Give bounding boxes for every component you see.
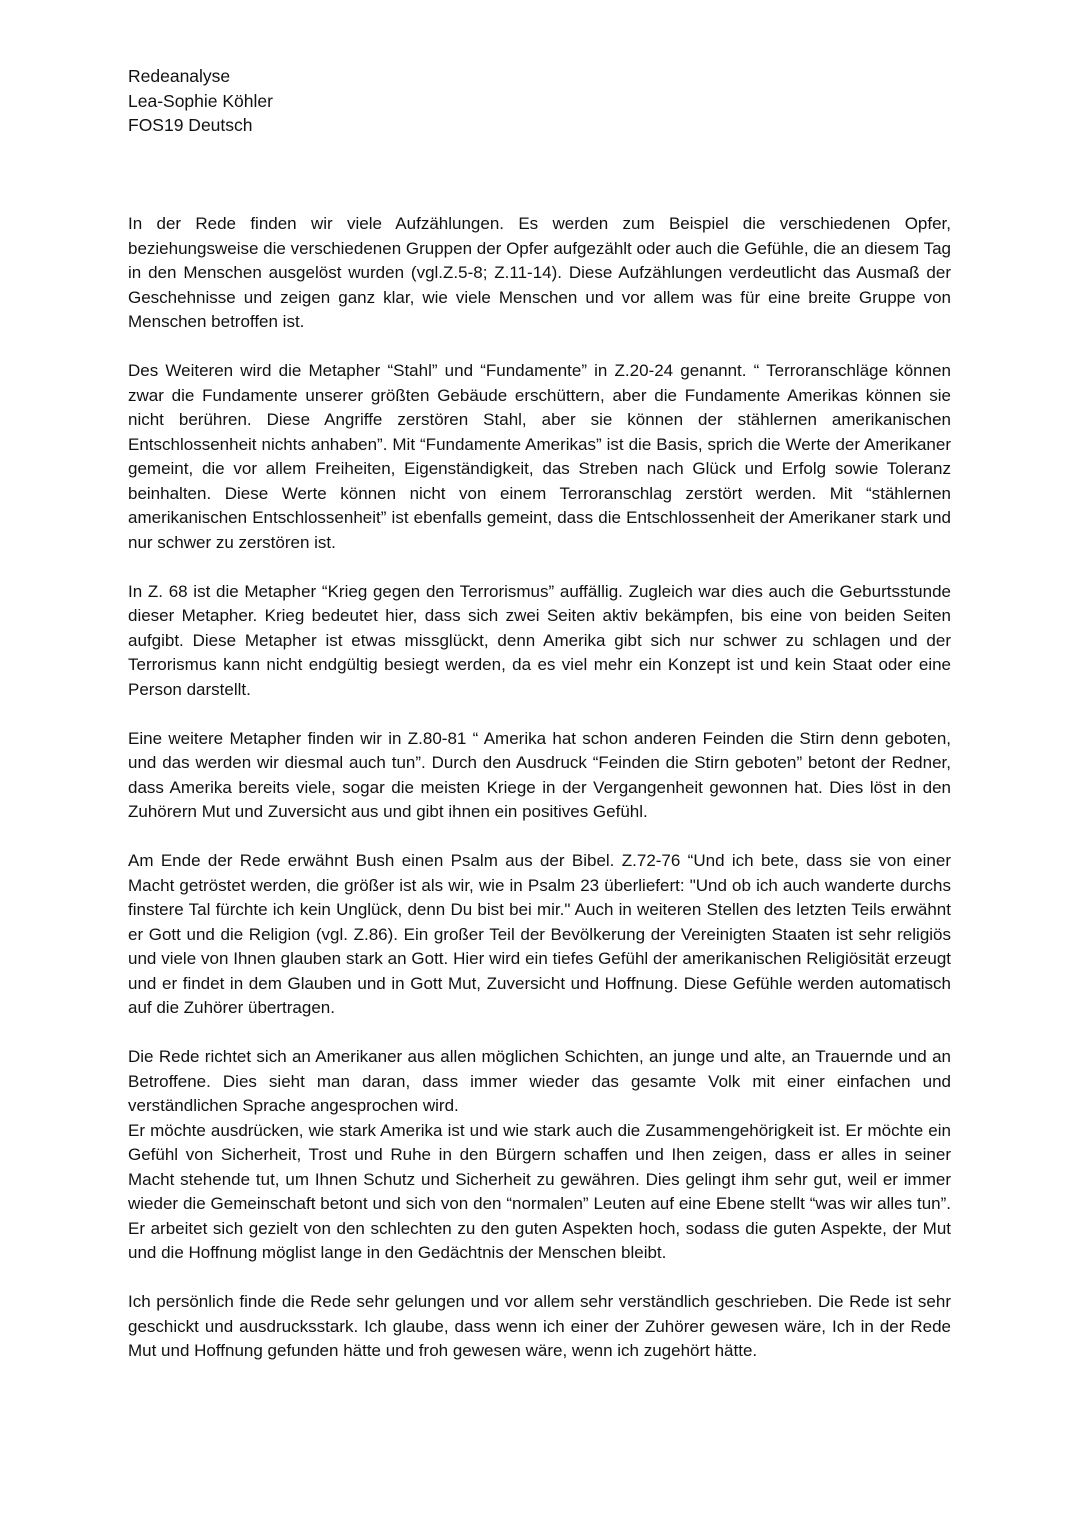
paragraph-conclusion: Ich persönlich finde die Rede sehr gelungen und vor allem sehr verständlich geschrieben. Die Rede ist sehr geschickt und ausdrucksstark. Ich glaube, dass wenn ich einer der Zuhörer gewesen wäre, Ich in der Rede Mut und Hoffnung gefunden hätte und froh gewesen wäre, wenn ich zugehört hätte. <box>128 1292 951 1360</box>
paragraph-metaphor-enemies: Eine weitere Metapher finden wir in Z.80-81 “ Amerika hat schon anderen Feinden die Stirn denn geboten, und das werden wir diesmal auch tun”. Durch den Ausdruck “Feinden die Stirn geboten” betont der Redner, dass Amerika bereits viele, sogar die meisten Kriege in der Vergangenheit gewonnen hat. Dies löst in den Zuhörern Mut und Zuversicht aus und gibt ihnen ein positives Gefühl. <box>128 728 951 821</box>
author-name: Lea-Sophie Köhler <box>128 90 273 111</box>
document-title: Redeanalyse <box>128 66 231 86</box>
paragraph-enumerations: In der Rede finden wir viele Aufzählungen. Es werden zum Beispiel die verschiedenen Opfer, beziehungsweise die verschiedenen Gruppen der Opfer aufgezählt oder auch die Gefühle, die an diesem Tag in den Menschen ausgelöst wurden (vgl.Z.5-8; Z.11-14). Diese Aufzählungen verdeutlicht das Ausmaß der Geschehnisse und zeigen ganz klar, wie viele Menschen und vor allem was für eine breite Gruppe von Menschen betroffen ist. <box>128 214 951 331</box>
paragraph-intention: Er möchte ausdrücken, wie stark Amerika ist und wie stark auch die Zusammengehörigkeit ist. Er möchte ein Gefühl von Sicherheit, Trost und Ruhe in den Bürgern schaffen und Ihen zeigen, dass er alles in seiner Macht stehende tut, um Ihnen Schutz und Sicherheit zu gewähren. Dies gelingt ihm sehr gut, weil er immer wieder die Gemeinschaft betont und sich von den “normalen” Leuten auf eine Ebene stellt “was wir alles tun”. Er arbeitet sich gezielt von den schlechten zu den guten Aspekten hoch, sodass die guten Aspekte, der Mut und die Hoffnung möglist lange in den Gedächtnis der Menschen bleibt. <box>128 1120 951 1262</box>
paragraph-psalm: Am Ende der Rede erwähnt Bush einen Psalm aus der Bibel. Z.72-76 “Und ich bete, dass sie von einer Macht getröstet werden, die größer ist als wir, wie in Psalm 23 überliefert: "Und ob ich auch wanderte durchs finstere Tal fürchte ich kein Unglück, denn Du bist bei mir." Auch in weiteren Stellen des letzten Teils erwähnt er Gott und die Religion (vgl. Z.86). Ein großer Teil der Bevölkerung der Vereinigten Staaten ist sehr religiös und viele von Ihnen glauben stark an Gott. Hier wird ein tiefes Gefühl der amerikanischen Religiösität erzeugt und er findet in dem Glauben und in Gott Mut, Zuversicht und Hoffnung. Diese Gefühle werden automatisch auf die Zuhörer übertragen. <box>128 851 951 1017</box>
paragraph-metaphor-war: In Z. 68 ist die Metapher “Krieg gegen den Terrorismus” auffällig. Zugleich war dies auch die Geburtsstunde dieser Metapher. Krieg bedeutet hier, dass sich zwei Seiten aktiv bekämpfen, bis eine von beiden Seiten aufgibt. Diese Metapher ist etwas missglückt, denn Amerika gibt sich nur schwer zu schlagen und der Terrorismus kann nicht endgültig besiegt werden, da es viel mehr ein Konzept ist und kein Staat oder eine Person darstellt. <box>128 581 951 699</box>
document-body <box>128 212 951 1388</box>
paragraph-audience: Die Rede richtet sich an Amerikaner aus allen möglichen Schichten, an junge und alte, an Trauernde und an Betroffene. Dies sieht man daran, dass immer wieder das gesamte Volk mit einer einfachen und verständlichen Sprache angesprochen wird. <box>128 1047 951 1115</box>
paragraph-metaphor-steel: Des Weiteren wird die Metapher “Stahl” und “Fundamente” in Z.20-24 genannt. “ Terroranschläge können zwar die Fundamente unserer größten Gebäude erschüttern, aber die Fundamente Amerikas können sie nicht berühren. Diese Angriffe zerstören Stahl, aber sie können der stählernen amerikanischen Entschlossenheit nichts anhaben”. Mit “Fundamente Amerikas” ist die Basis, sprich die Werte der Amerikaner gemeint, die vor allem Freiheiten, Eigenständigkeit, das Streben nach Glück und Erfolg sowie Toleranz beinhalten. Diese Werte können nicht von einem Terroranschlag zerstört werden. Mit “stählernen amerikanischen Entschlossenheit” ist ebenfalls gemeint, dass die Entschlossenheit der Amerikaner stark und nur schwer zu zerstören ist. <box>128 361 951 552</box>
document-header <box>128 64 273 138</box>
course-name: FOS19 Deutsch <box>128 115 253 135</box>
